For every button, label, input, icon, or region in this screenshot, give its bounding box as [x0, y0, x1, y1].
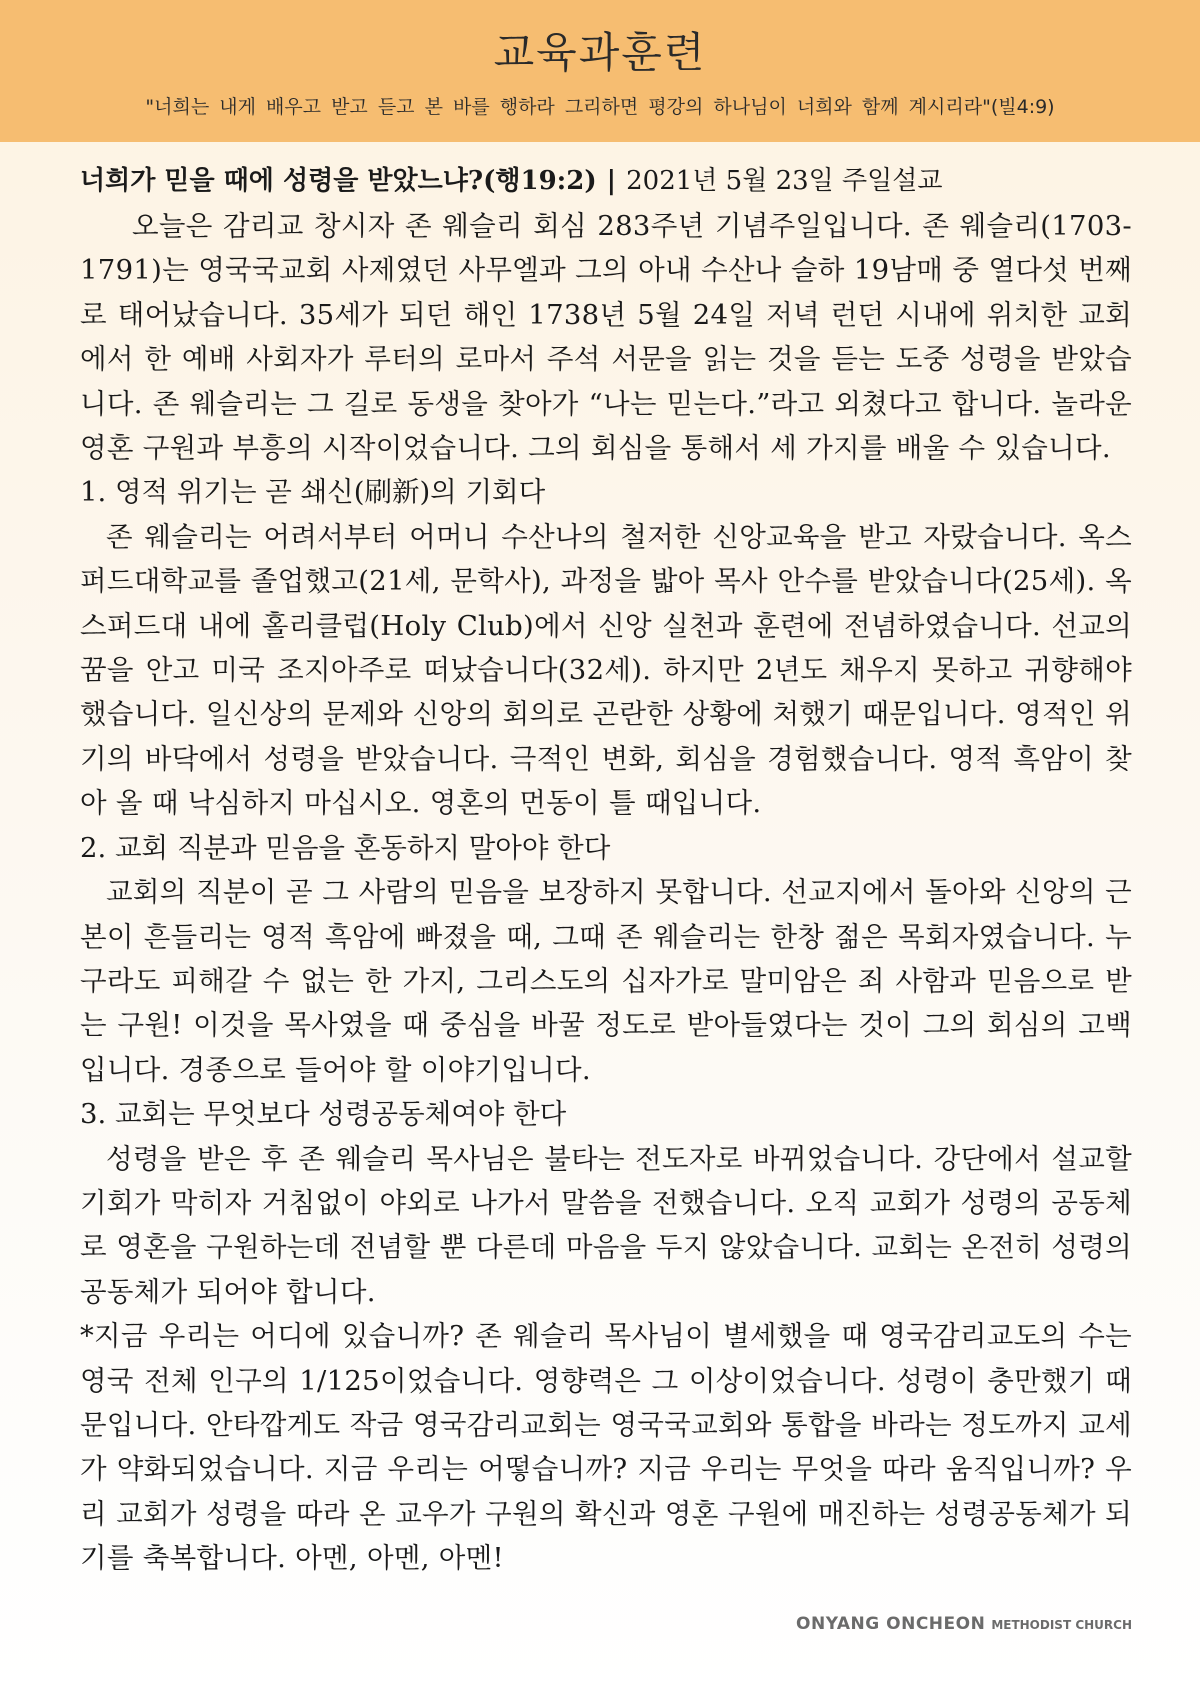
- church-suffix: METHODIST CHURCH: [991, 1618, 1132, 1632]
- sermon-content: [80, 160, 1132, 1581]
- church-logo-text: [796, 1614, 1132, 1634]
- point3-heading: 3. 교회는 무엇보다 성령공동체여야 한다: [80, 1098, 567, 1131]
- sermon-date: 2021년 5월 23일 주일설교: [626, 166, 943, 196]
- point2-paragraph: 교회의 직분이 곧 그 사람의 믿음을 보장하지 못합니다. 선교지에서 돌아와 신앙의 근본이 흔들리는 영적 흑암에 빠졌을 때, 그때 존 웨슬리는 한창 젊은 목회자였습니다. 누구라도 피해갈 수 없는 한 가지, 그리스도의 십자가로 말미암은 죄 사함과 믿음으로 받는 구원! 이것을 목사였을 때 중심을 바꿀 정도로 받아들였다는 것이 그의 회심의 고백입니다. 경종으로 들어야 할 이야기입니다.: [80, 876, 1132, 1086]
- header-banner: [0, 0, 1200, 142]
- header-verse: "너희는 내게 배우고 받고 듣고 본 바를 행하라 그리하면 평강의 하나님이 너희와 함께 계시리라"(빌4:9): [145, 96, 1055, 118]
- sermon-separator: |: [606, 166, 617, 196]
- sermon-title: 너희가 믿을 때에 성령을 받았느냐?(행19:2): [80, 166, 597, 196]
- page-title: 교육과훈련: [493, 28, 707, 77]
- sermon-header: [80, 160, 1132, 202]
- church-name: ONYANG ONCHEON: [796, 1614, 986, 1634]
- point1-paragraph: 존 웨슬리는 어려서부터 어머니 수산나의 철저한 신앙교육을 받고 자랐습니다. 옥스퍼드대학교를 졸업했고(21세, 문학사), 과정을 밟아 목사 안수를 받았습니다(25세). 옥스퍼드대 내에 홀리클럽(Holy Club)에서 신앙 실천과 훈련에 전념하였습니다. 선교의 꿈을 안고 미국 조지아주로 떠났습니다(32세). 하지만 2년도 채우지 못하고 귀향해야 했습니다. 일신상의 문제와 신앙의 회의로 곤란한 상황에 처했기 때문입니다. 영적인 위기의 바닥에서 성령을 받았습니다. 극적인 변화, 회심을 경험했습니다. 영적 흑암이 찾아 올 때 낙심하지 마십시오. 영혼의 먼동이 틀 때입니다.: [80, 520, 1132, 820]
- point1-heading: 1. 영적 위기는 곧 쇄신(刷新)의 기회다: [80, 476, 546, 509]
- closing-paragraph: *지금 우리는 어디에 있습니까? 존 웨슬리 목사님이 별세했을 때 영국감리교도의 수는 영국 전체 인구의 1/125이었습니다. 영향력은 그 이상이었습니다. 성령이 충만했기 때문입니다. 안타깝게도 작금 영국감리교회는 영국국교회와 통합을 바라는 정도까지 교세가 약화되었습니다. 지금 우리는 어떻습니까? 지금 우리는 무엇을 따라 움직입니까? 우리 교회가 성령을 따라 온 교우가 구원의 확신과 영혼 구원에 매진하는 성령공동체가 되기를 축복합니다. 아멘, 아멘, 아멘!: [80, 1320, 1132, 1575]
- point3-paragraph: 성령을 받은 후 존 웨슬리 목사님은 불타는 전도자로 바뀌었습니다. 강단에서 설교할 기회가 막히자 거침없이 야외로 나가서 말씀을 전했습니다. 오직 교회가 성령의 공동체로 영혼을 구원하는데 전념할 뿐 다른데 마음을 두지 않았습니다. 교회는 온전히 성령의 공동체가 되어야 합니다.: [80, 1142, 1132, 1308]
- point2-heading: 2. 교회 직분과 믿음을 혼동하지 말아야 한다: [80, 831, 611, 864]
- intro-paragraph: 오늘은 감리교 창시자 존 웨슬리 회심 283주년 기념주일입니다. 존 웨슬리(1703-1791)는 영국국교회 사제였던 사무엘과 그의 아내 수산나 슬하 19남매 중 열다섯 번째로 태어났습니다. 35세가 되던 해인 1738년 5월 24일 저녁 런던 시내에 위치한 교회에서 한 예배 사회자가 루터의 로마서 주석 서문을 읽는 것을 듣는 도중 성령을 받았습니다. 존 웨슬리는 그 길로 동생을 찾아가 “나는 믿는다.”라고 외쳤다고 합니다. 놀라운 영혼 구원과 부흥의 시작이었습니다. 그의 회심을 통해서 세 가지를 배울 수 있습니다.: [80, 210, 1132, 465]
